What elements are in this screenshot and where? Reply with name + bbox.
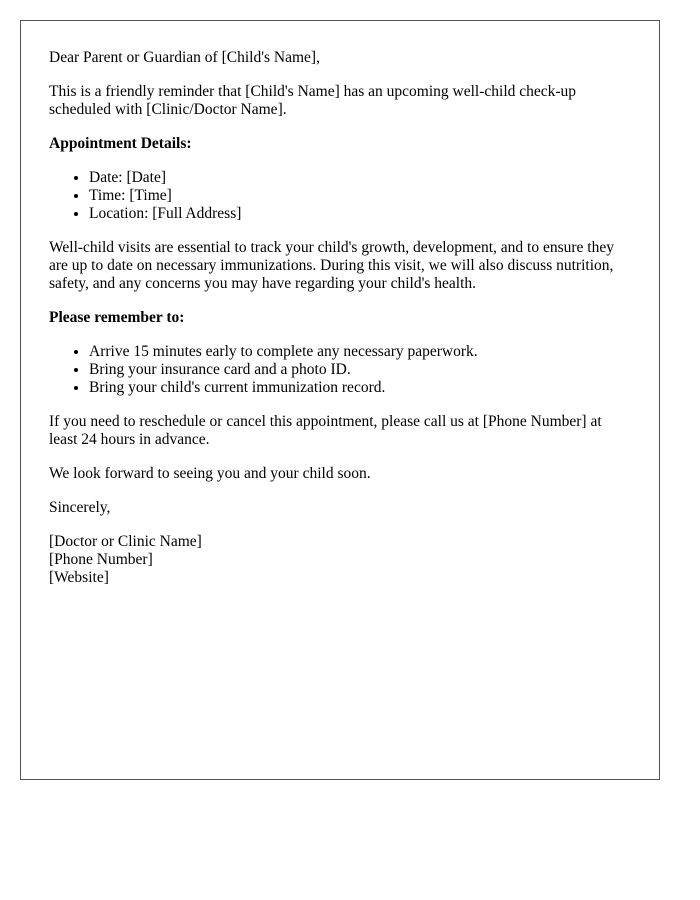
signature-phone: [Phone Number] — [49, 551, 153, 568]
signature-block — [49, 533, 631, 587]
signature-name: [Doctor or Clinic Name] — [49, 533, 202, 550]
appointment-details-list — [49, 169, 631, 223]
reschedule-paragraph: If you need to reschedule or cancel this appointment, please call us at [Phone Number] at least 24 hours in advance. — [49, 413, 602, 448]
appointment-date: • Date: [Date] — [89, 169, 631, 187]
remember-item-arrive-early: • Arrive 15 minutes early to complete any necessary paperwork. — [89, 343, 631, 361]
signature-website: [Website] — [49, 569, 109, 586]
remember-heading: Please remember to: — [49, 309, 185, 326]
greeting: Dear Parent or Guardian of [Child's Name], — [49, 49, 320, 66]
appointment-details-heading: Appointment Details: — [49, 135, 192, 152]
letter-document — [20, 20, 660, 780]
appointment-location: • Location: [Full Address] — [89, 205, 631, 223]
signoff: Sincerely, — [49, 499, 111, 516]
appointment-time: • Time: [Time] — [89, 187, 631, 205]
body-paragraph: Well-child visits are essential to track your child's growth, development, and to ensure they are up to date on necessary immunizations. During this visit, we will also discuss nutrition, safety, and any concerns you may have regarding your child's health. — [49, 239, 614, 292]
remember-list — [49, 343, 631, 397]
remember-item-insurance: • Bring your insurance card and a photo ID. — [89, 361, 631, 379]
intro-paragraph: This is a friendly reminder that [Child's Name] has an upcoming well-child check-up scheduled with [Clinic/Doctor Name]. — [49, 83, 577, 118]
closing-line: We look forward to seeing you and your child soon. — [49, 465, 371, 482]
remember-item-immunization: • Bring your child's current immunization record. — [89, 379, 631, 397]
